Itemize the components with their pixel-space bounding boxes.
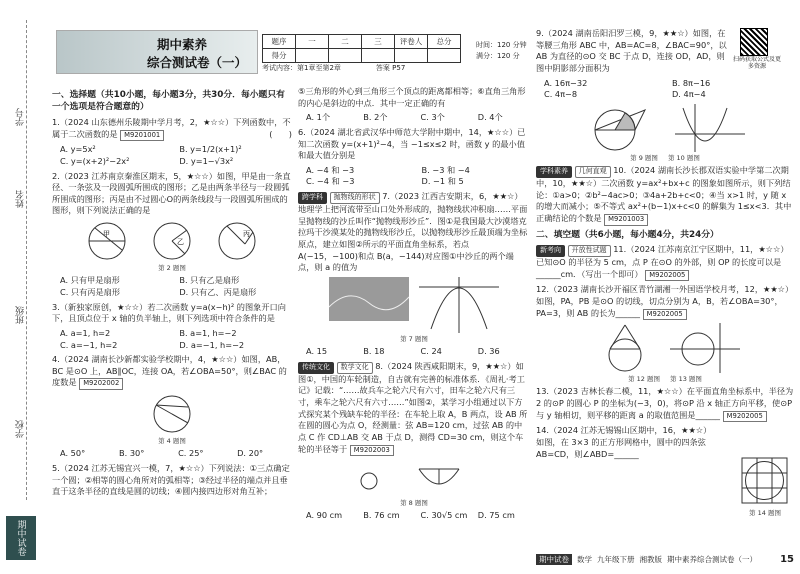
- page-footer: [536, 552, 794, 566]
- option: B. 18: [363, 346, 385, 357]
- column-1: [52, 86, 292, 501]
- option: B. −3 和 −4: [421, 164, 470, 175]
- option: D. 只有乙、丙是扇形: [179, 286, 257, 297]
- options-q9: [544, 78, 794, 101]
- section-title: 一、选择题（共10小题，每小题3分，共30分．每小题只有一个选项是符合题意的）: [52, 90, 285, 113]
- question-14: 14.（2024 江苏无锡锡山区期中，16，★★☆）如图，在 3×3 的正方形网格中，圆中的四条弦 AB=CD，则∠ABD=______: [536, 425, 712, 459]
- footer-grade: 九年级下册: [597, 554, 635, 564]
- option: A. 15: [306, 346, 328, 357]
- score-row-label: 得分: [263, 49, 296, 63]
- caption: 第 12 题图: [628, 375, 660, 384]
- wheel-figure: [349, 459, 479, 497]
- option: B. 2个: [363, 112, 388, 123]
- options-q6: [306, 165, 530, 188]
- brand-logo: 期中试卷: [6, 516, 36, 560]
- figure-q12-q13: [536, 323, 794, 373]
- tag: 开放性试题: [568, 245, 611, 257]
- option: D. 75 cm: [477, 510, 515, 521]
- title-banner: [56, 30, 258, 74]
- tangent-figure: [590, 323, 660, 373]
- code-tag[interactable]: M9202005: [643, 309, 687, 321]
- tag: 几何直观: [575, 166, 611, 178]
- option: A. −4 和 −3: [306, 164, 355, 175]
- code-tag[interactable]: M9202005: [723, 411, 767, 423]
- tag: 数学文化: [337, 362, 373, 374]
- footer-subject: 数学: [577, 554, 592, 564]
- tag: 传统文化: [298, 362, 334, 374]
- figure-q4: [52, 393, 292, 435]
- question-5: 5.（2024 江苏无锡宜兴一模，7，★☆☆）下列说法：①三点确定一个圆；②相等的圆心角所对的弧相等；③经过半径的端点并且垂直于这条半径的直线是圆的切线；④圆内接四边形对角互补；: [52, 462, 290, 497]
- score-col: 总分: [428, 35, 461, 49]
- option: C. 24: [420, 346, 442, 357]
- figure-circles: [77, 220, 267, 262]
- option: A. 只有甲是扇形: [60, 275, 120, 286]
- title-line1: 期中素养: [157, 37, 208, 52]
- tag: 抛物线的形状: [330, 192, 380, 204]
- option: A. 16π−32: [544, 77, 588, 88]
- figure-q7: [298, 277, 530, 333]
- svg-text:甲: 甲: [103, 230, 110, 239]
- option: B. y=1/2(x+1)²: [179, 144, 242, 155]
- code-tag[interactable]: M9202002: [79, 378, 123, 390]
- svg-text:乙: 乙: [177, 238, 184, 247]
- option: B. 8π−16: [672, 77, 711, 88]
- test-header: [56, 30, 530, 74]
- score-col: 题序: [263, 35, 296, 49]
- question-8: 传统文化 数学文化 8.（2024 陕西咸阳期末，9，★★☆）如图①，中国的车轮制造，自古就有完善的标准体系．《周礼·考工记》记载：“……故兵车之轮六尺有六寸，田车之轮六尺有三寸，乘车之轮六尺有六寸……”如图②，某学习小组通过以下方式探究某个残缺车轮的半径：在车轮上取 A，B 两点，设 AB 所在圆的圆心为点 O，经测量：弦 AB=120 cm，过弦 AB 的中点 C 作 CD⊥AB 交 AB 于点 D，测得 CD=30 cm，则这个车轮的半径等于 M9202003: [298, 361, 530, 456]
- question-12: 12.（2023 湖南长沙开福区青竹湖湘一外国语学校月考，12，★★☆）如图，PA，PB 是⊙O 的切线，切点分别为 A，B，若∠OBA=30°，PA=3，则 AB 的长为______ M9202005: [536, 284, 794, 320]
- content-line: [262, 63, 405, 73]
- caption: 第 10 题图: [667, 153, 700, 162]
- footer-test: 期中素养综合测试卷（一）: [667, 554, 757, 564]
- code-tag[interactable]: M9202005: [645, 270, 689, 282]
- title-line2: 综合测试卷（一）: [147, 55, 248, 70]
- svg-text:丙: 丙: [243, 230, 250, 239]
- label-class: 班级: [16, 306, 26, 324]
- column-2: [298, 86, 530, 525]
- answer-ref: 答案 P57: [375, 64, 406, 72]
- option: C. a=−1, h=2: [60, 339, 118, 350]
- figure-q9-q10: [536, 104, 794, 152]
- section-title: 二、填空题（共6小题，每小题4分，共24分）: [536, 229, 719, 240]
- grid-figure: [740, 456, 790, 506]
- tag: 学科素养: [536, 166, 572, 178]
- option: D. 4π−4: [672, 89, 706, 100]
- label-name: 姓名: [16, 190, 26, 208]
- code-tag[interactable]: M9201003: [604, 214, 648, 226]
- caption: 第 13 题图: [670, 375, 702, 384]
- option: C. 30√5 cm: [420, 510, 468, 521]
- parabola-figure: [675, 104, 745, 152]
- question-4: 4.（2024 湖南长沙新都实验学校期中，4，★☆☆）如图，AB，BC 是⊙O 上，AB∥OC，连接 OA，若∠OBA=50°，则∠BAC 的度数是 M9202002: [52, 354, 292, 390]
- question-2: 2.（2023 江苏南京秦淮区期末，5，★☆☆）如图，甲是由一条直径、一条弦及一段圆弧所围成的图形；乙是由两条半径与一段圆弧所围成的图形；丙是由不过圆心O的两条线段与一段圆弧所围成的图形，则下列说法正确的是: [52, 170, 291, 216]
- figure-circle: [142, 393, 202, 435]
- options-q8: [306, 510, 530, 522]
- option: D. 20°: [237, 448, 264, 459]
- question-9: 9.（2024 湖南岳阳汨罗三模，9，★★☆）如图，在等腰三角形 ABC 中，AB=AC=8，∠BAC=90°，以 AB 为直径的⊙O 交 BC 于点 D，连接 OD，AD，则图中阴影部分面积为: [536, 28, 727, 73]
- footer-edition: 湘教版: [639, 554, 662, 564]
- option: A. 1个: [306, 112, 331, 123]
- options-q7: [306, 346, 530, 358]
- caption: 第 9 题图: [630, 153, 658, 162]
- question-1: 1.（2024 山东德州乐陵期中学月考，2，★☆☆）下列函数中，不属于二次函数的是 M9201001 ( ): [52, 117, 292, 141]
- question-6: 6.（2024 湖北省武汉华中师范大学附中期中，14，★☆☆）已知二次函数 y=(x+1)²−4，当 −1≤x≤2 时，函数 y 的最小值和最大值分别是: [298, 126, 526, 161]
- footer-brand: 期中试卷: [536, 554, 572, 565]
- option: C. 25°: [178, 448, 204, 459]
- option: B. 76 cm: [363, 510, 400, 521]
- option: D. 36: [477, 346, 500, 357]
- option: D. −1 和 5: [421, 176, 464, 187]
- option: C. y=(x+2)²−2x²: [60, 155, 130, 166]
- semicircle-figure: [585, 104, 665, 152]
- captions-q12-q13: [536, 375, 794, 384]
- figure-q8: [298, 459, 530, 497]
- options-q3: [60, 328, 292, 351]
- options-q4: [60, 448, 292, 460]
- option: D. y=1−√3x²: [179, 155, 234, 166]
- option: D. a=−1, h=−2: [179, 339, 245, 350]
- figure-q2: [52, 220, 292, 262]
- question-13: 13.（2023 吉林长春二模，11，★☆☆）在平面直角坐标系中，半径为 2 的⊙P 的圆心 P 的坐标为(−3，0)，将⊙P 沿 x 轴正方向平移，使⊙P 与 y 轴相切，则平移的距离 a 的取值范围是______ M9202005: [536, 386, 794, 422]
- time-info: [476, 40, 527, 61]
- option: D. 4个: [477, 112, 503, 123]
- option: A. 90 cm: [306, 510, 343, 521]
- option: C. 3个: [420, 112, 445, 123]
- caption: 第 2 题图: [158, 264, 186, 273]
- tag: 新考向: [536, 245, 565, 257]
- score-col: 二: [329, 35, 362, 49]
- option: B. a=1, h=−2: [179, 327, 237, 338]
- time-label: 时间：120 分钟: [476, 41, 527, 49]
- option: A. y=5x²: [60, 144, 96, 155]
- question-3: 3.（新独家原创，★☆☆）若二次函数 y=a(x−h)² 的图象开口向下，且顶点位于 x 轴的负半轴上，则下列选项中符合条件的是: [52, 301, 286, 324]
- caption: 第 8 题图: [400, 499, 428, 508]
- option: B. 只有乙是扇形: [179, 275, 240, 286]
- code-tag[interactable]: M9202003: [350, 445, 394, 457]
- options-q2: [60, 275, 292, 298]
- option: C. 只有丙是扇形: [60, 286, 121, 297]
- option: A. a=1, h=2: [60, 327, 111, 338]
- option: A. 50°: [60, 448, 86, 459]
- code-tag[interactable]: M9201001: [120, 130, 164, 142]
- question-11: 新考向 开放性试题 11.（2024 江苏南京江宁区期中，11，★☆☆）已知⊙O 的半径为 5 cm，点 P 在⊙O 的外部，则 OP 的长度可以是______cm．（写出一个即可） M9202005: [536, 244, 794, 281]
- options-q1: [60, 144, 292, 167]
- qr-note: 扫码获取公式及更多资源: [732, 56, 781, 71]
- desert-photo: [329, 277, 409, 321]
- question-5-cont: ⑤三角形的外心到三角形三个顶点的距离都相等；⑥直角三角形的内心是斜边的中点．其中一定正确的有: [298, 86, 526, 108]
- score-col: 一: [296, 35, 329, 49]
- content-text: 考试内容：第1章至第2章: [262, 64, 341, 72]
- options-q5: [306, 112, 530, 124]
- parabola-graph: [419, 277, 499, 333]
- page-number: 15: [780, 553, 794, 565]
- full-score-label: 满分：120 分: [476, 51, 520, 60]
- option: C. −4 和 −3: [306, 176, 355, 187]
- left-margin: [0, 0, 48, 574]
- caption: 第 7 题图: [400, 334, 428, 343]
- question-7: 跨学科 抛物线的形状 7.（2023 江西吉安期末，6，★★☆）地理学上把河流带至山口处外形成的，抛物线状冲积扇……平面呈抛物线的沙丘叫作“抛物线形沙丘”．图①是我国最大沙漠塔克拉玛干沙漠某处的抛物线形沙丘，以抛物线形沙丘最顶端为坐标原点，建立如图②所示的平面直角坐标系，若点 A(−15，−100)和点 B(a，−144)对应图①中沙丘的两个端点，则 a 的值为: [298, 191, 528, 273]
- caption: 第 4 题图: [158, 437, 186, 446]
- label-number: 学号: [16, 108, 26, 126]
- captions-q9-q10: [536, 154, 794, 163]
- option: B. 30°: [119, 448, 145, 459]
- option: C. 4π−8: [544, 89, 578, 100]
- translate-circle-figure: [670, 323, 740, 373]
- question-10: 学科素养 几何直观 10.（2024 湖南长沙长郡双语实验中学第二次期中，10，★★☆）二次函数 y=ax²+bx+c 的图象如图所示，则下列结论：①a>0；②b²−4ac>0；③4a+2b+c<0；④当 x>1 时，y 随 x 的增大而减小；⑤不等式 ax²+(b−1)x+c<0 的解集为 1≤x<3．其中正确结论的个数是 M9201003: [536, 165, 794, 226]
- caption: 第 14 题图: [749, 509, 781, 517]
- score-col: 三: [362, 35, 395, 49]
- score-col: 评卷人: [395, 35, 428, 49]
- score-table: [262, 34, 461, 63]
- tag: 跨学科: [298, 192, 327, 204]
- label-school: 学校: [16, 420, 26, 438]
- column-3: [536, 28, 794, 463]
